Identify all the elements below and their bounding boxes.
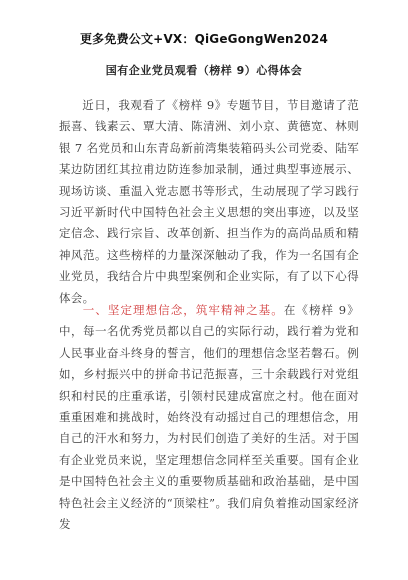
document-title: 国有企业党员观看（榜样 9）心得体会	[105, 64, 303, 77]
promo-banner: 更多免费公文+VX：QiGeGongWen2024	[79, 32, 328, 46]
intro-paragraph-text: 近日，我观看了《榜样 9》专题节目，节目邀请了范振喜、钱素云、覃大清、陈清洲、刘小京、黄德宽、林则银 7 名党员和山东青岛新前湾集装箱码头公司党委、陆军某边防团红其拉甫边防连参加录制，通过典型事迹展示、现场访谈、重温入党志愿书等形式，生动展现了学习践行习近平新时代中国特色社会主义思想的突出事迹，以及坚定信念、践行宗旨、改革创新、担当作为的高尚品质和精神风范。这些榜样的力量深深触动了我，作为一名国有企业党员，我结合片中典型案例和企业实际，有了以下心得体会。	[59, 98, 359, 305]
section-1-heading: 一、坚定理想信念，筑牢精神之基。	[82, 303, 284, 317]
intro-paragraph	[59, 95, 359, 309]
section-1-paragraph	[59, 300, 359, 535]
section-1-text: 在《榜样 9》中，每一名优秀党员都以自己的实际行动，践行着为党和人民事业奋斗终身的誓言，他们的理想信念坚若磐石。例如，乡村振兴中的拼命书记范振喜，三十余载践行对党组织和村民的庄重承诺，引领村民建成富庶之村。他在面对重重困难和挑战时，始终没有动摇过自己的理想信念，用自己的汗水和努力，为村民们创造了美好的生活。对于国有企业党员来说，坚定理想信念同样至关重要。国有企业是中国特色社会主义的重要物质基础和政治基础，是中国特色社会主义经济的“顶梁柱”。我们肩负着推动国家经济发	[59, 303, 359, 532]
